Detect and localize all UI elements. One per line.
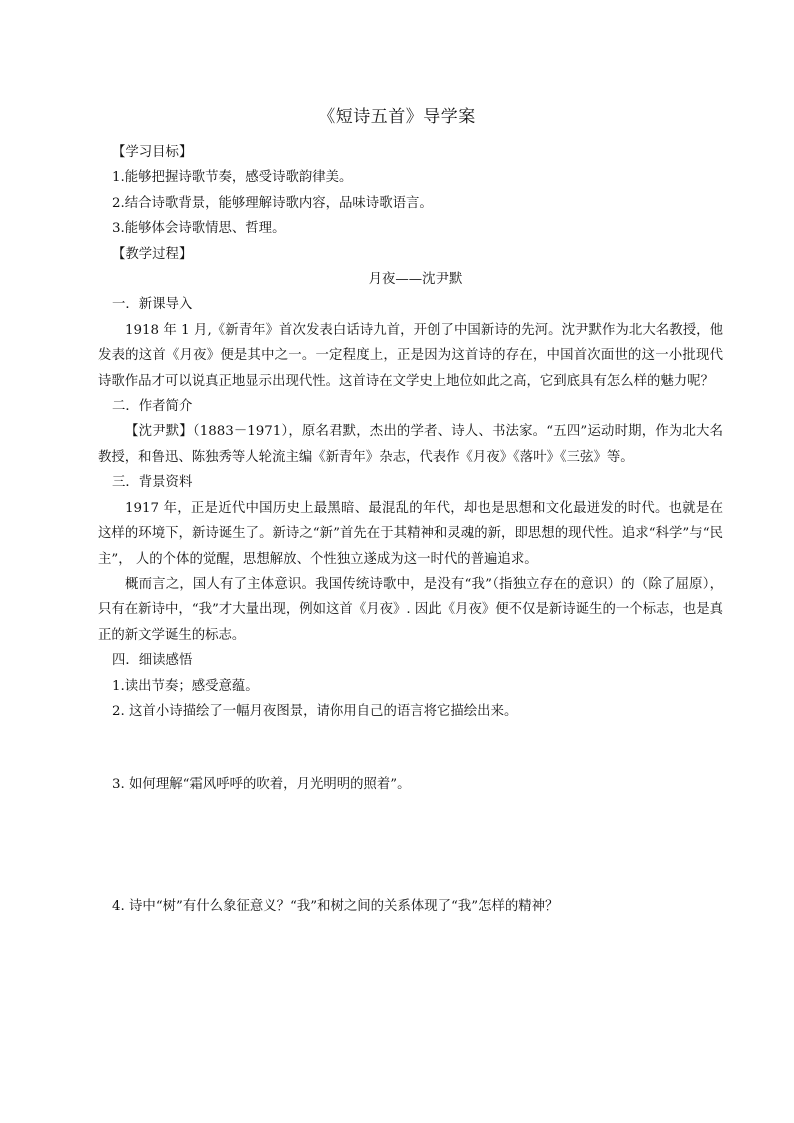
- answer-space: [98, 724, 723, 772]
- objective-item: 3.能够体会诗歌情思、哲理。: [112, 221, 286, 237]
- section-paragraph-author: 【沈尹默】（1883－1971），原名君默，杰出的学者、诗人、书法家。“五四”运动时期，作为北大名教授，和鲁迅、陈独秀等人轮流主编《新青年》杂志，代表作《月夜》《落叶》《三弦》等。: [98, 424, 723, 465]
- process-heading: 【教学过程】: [112, 246, 193, 262]
- question-4: 4. 诗中“树”有什么象征意义？“我”和树之间的关系体现了“我”怎样的精神？: [112, 898, 559, 914]
- section-paragraph-background-1: 1917 年，正是近代中国历史上最黑暗、最混乱的年代，却也是思想和文化最迸发的时代。也就是在这样的环境下，新诗诞生了。新诗之“新”首先在于其精神和灵魂的新，即思想的现代性。追求“科学”与“民主”， 人的个体的觉醒，思想解放、个性独立遂成为这一时代的普遍追求。: [98, 500, 723, 567]
- section-heading-background: 三．背景资料: [112, 475, 193, 491]
- question-2: 2. 这首小诗描绘了一幅月夜图景，请你用自己的语言将它描绘出来。: [112, 703, 518, 719]
- objective-item: 1.能够把握诗歌节奏，感受诗歌韵律美。: [112, 170, 353, 186]
- question-1: 1.读出节奏；感受意蕴。: [112, 678, 259, 694]
- section-heading-reading: 四．细读感悟: [112, 653, 193, 669]
- section-paragraph-intro: 1918 年 1 月,《新青年》首次发表白话诗九首，开创了中国新诗的先河。沈尹默作为北大名教授，他发表的这首《月夜》便是其中之一。一定程度上，正是因为这首诗的存在，中国首次面世的这一小批现代诗歌作品才可以说真正地显示出现代性。这首诗在文学史上地位如此之高，它到底具有怎么样的魅力呢？: [98, 322, 723, 389]
- objectives-heading: 【学习目标】: [112, 145, 193, 160]
- answer-space: [98, 798, 723, 894]
- section-heading-author: 二．作者简介: [112, 399, 193, 415]
- poem-title: 月夜——沈尹默: [368, 272, 463, 288]
- document-body: [98, 140, 723, 919]
- objective-item: 2.结合诗歌背景，能够理解诗歌内容，品味诗歌语言。: [112, 195, 433, 211]
- section-heading-intro: 一．新课导入: [112, 297, 193, 313]
- section-paragraph-background-2: 概而言之，国人有了主体意识。我国传统诗歌中，是没有“我”（指独立存在的意识）的（除了屈原），只有在新诗中，“我”才大量出现，例如这首《月夜》. 因此《月夜》便不仅是新诗诞生的一个标志，也是真正的新文学诞生的标志。: [98, 576, 723, 643]
- document-title: 《短诗五首》导学案: [318, 107, 476, 127]
- question-3: 3. 如何理解“霜风呼呼的吹着，月光明明的照着”。: [112, 777, 411, 793]
